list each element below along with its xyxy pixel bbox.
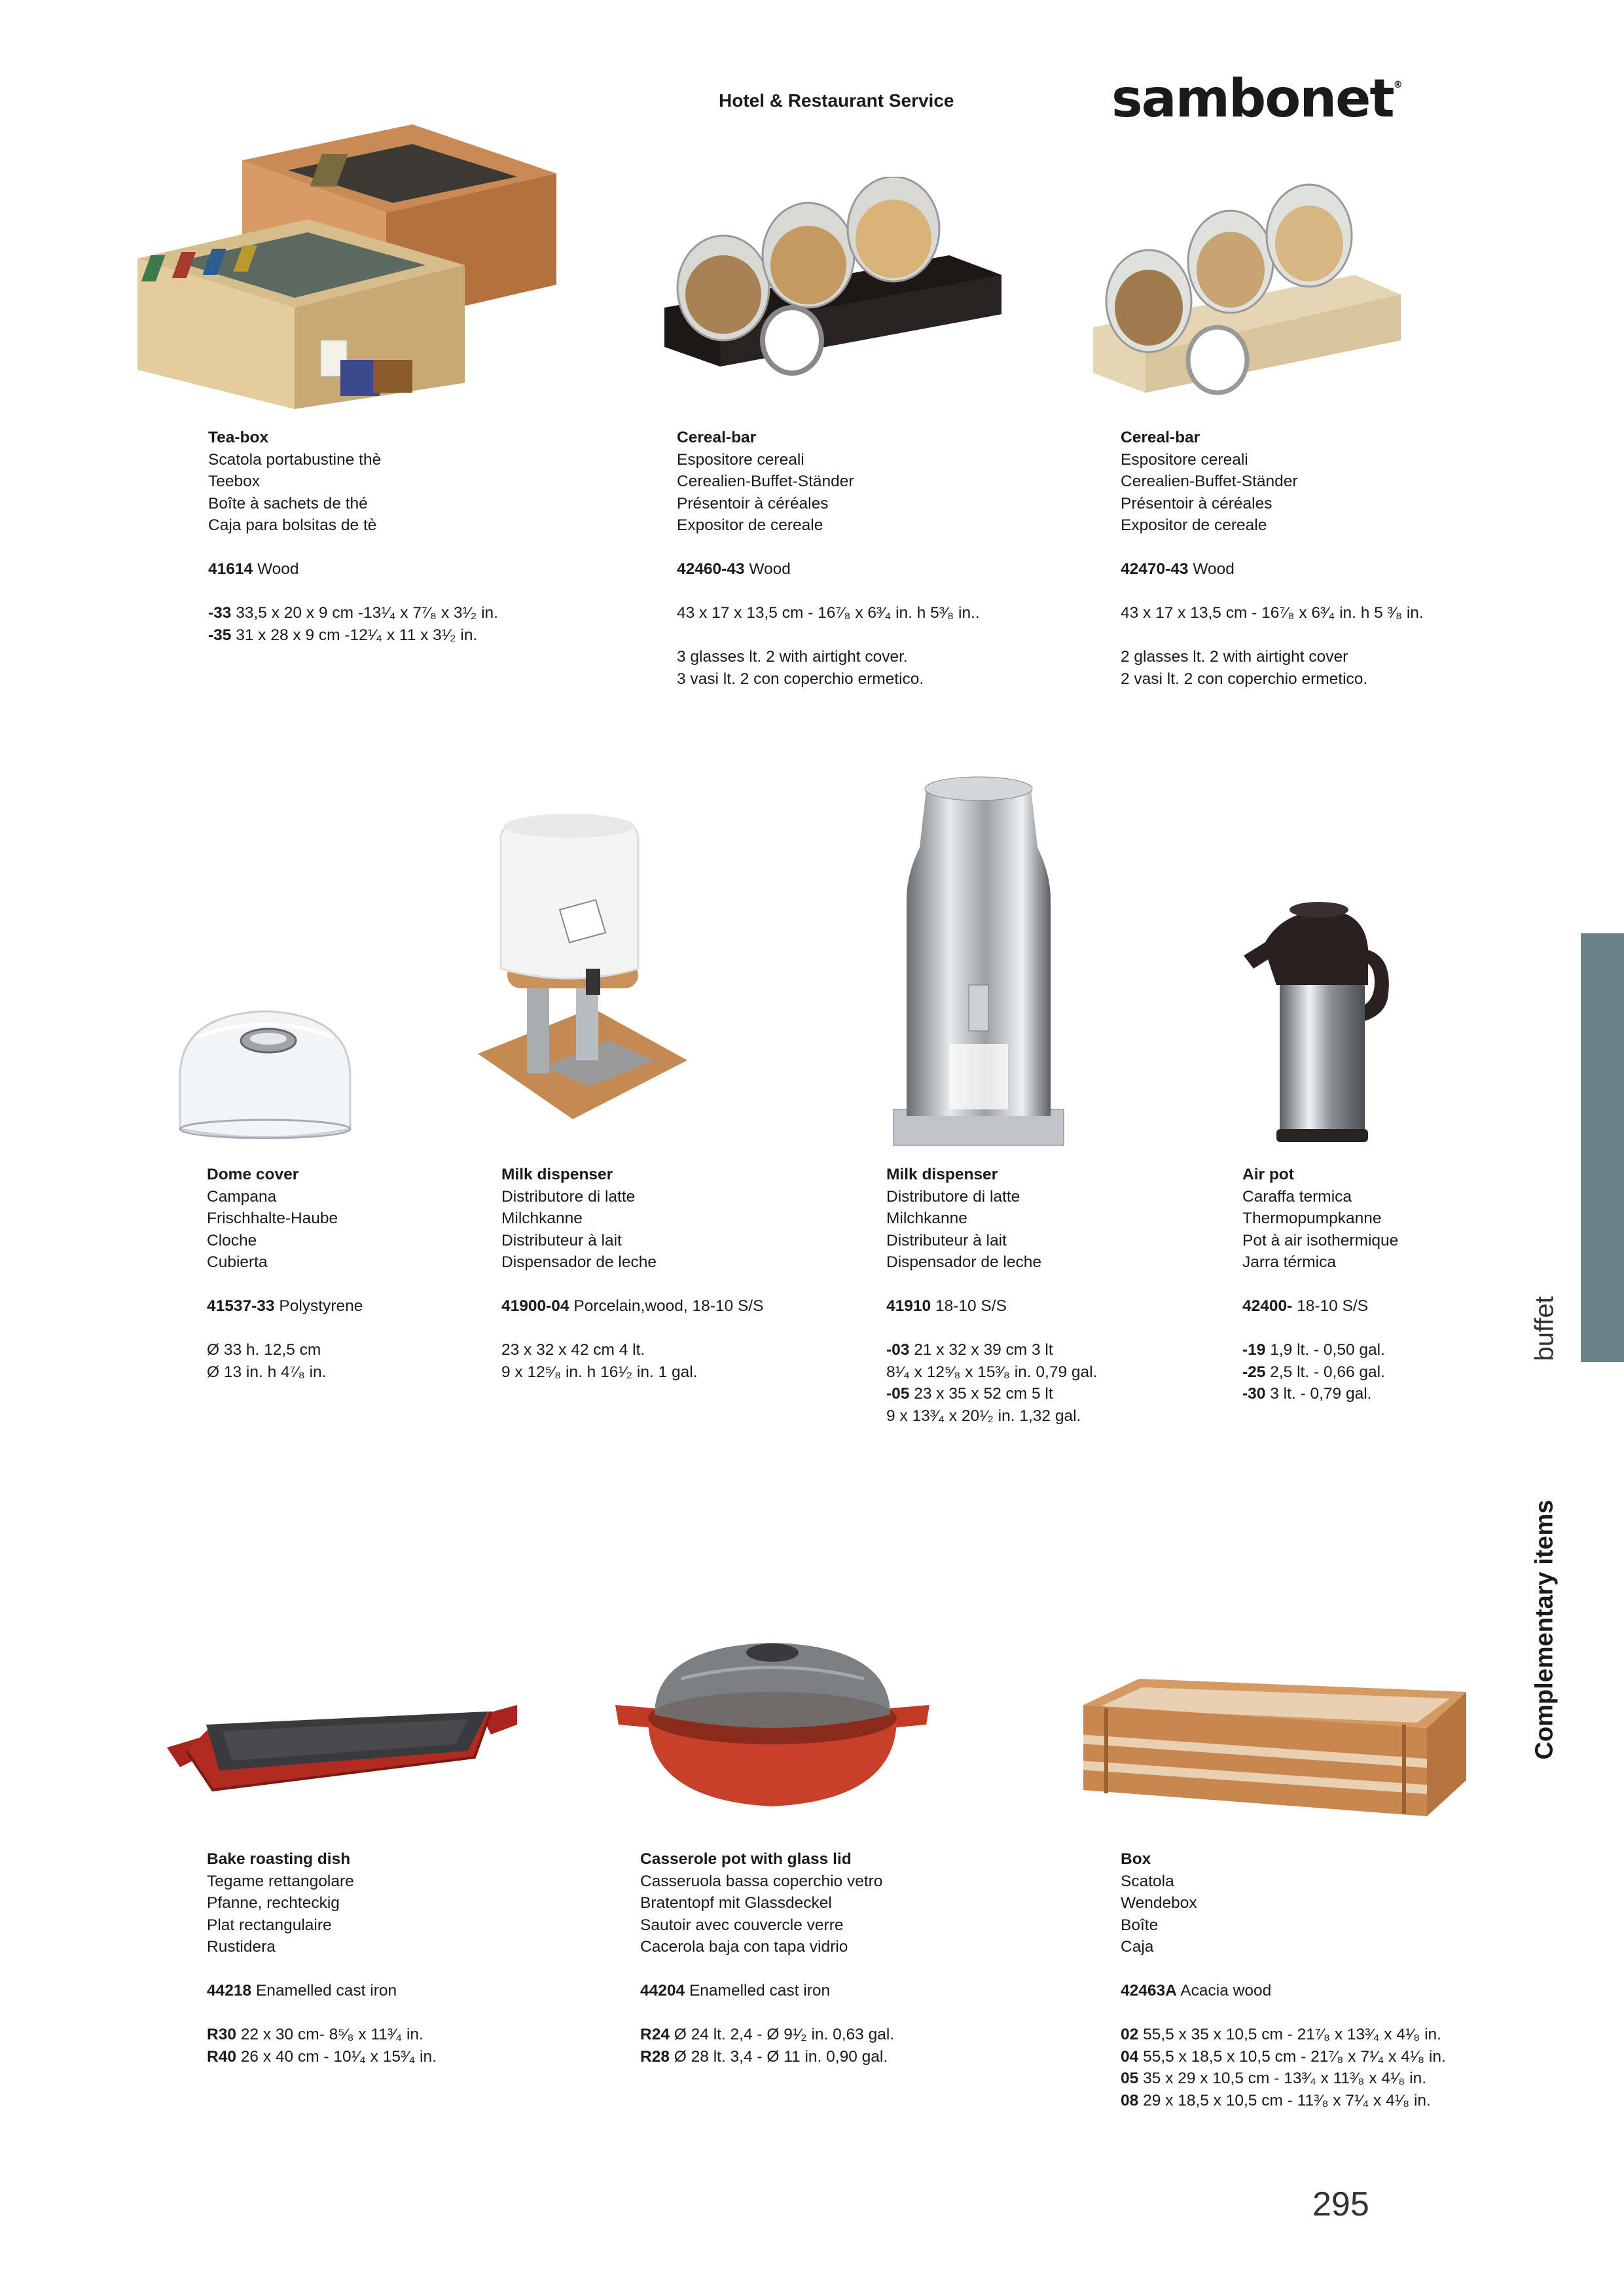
product-dimensions: Ø 33 h. 12,5 cm [207, 1341, 321, 1359]
product-code: 41910 [886, 1297, 931, 1315]
translation-it: Campana [207, 1187, 277, 1206]
product-code: 44204 [640, 1982, 685, 2000]
variant-line: 04 55,5 x 18,5 x 10,5 cm - 21⁷⁄₈ x 7¹⁄₄ x 4¹⁄₈ in. [1121, 2047, 1446, 2066]
product-tea-box [208, 427, 614, 646]
translation-es: Expositor de cereale [677, 516, 823, 534]
product-code-line [640, 1980, 1046, 2002]
product-material: Enamelled cast iron [689, 1982, 831, 2000]
product-name: Casserole pot with glass lid [640, 1850, 852, 1868]
box-image [1080, 1669, 1466, 1820]
product-name: Tea-box [208, 429, 269, 446]
product-dimensions: 43 x 17 x 13,5 cm - 16⁷⁄₈ x 6³⁄₄ in. h 5 ³⁄₈ in. [1121, 604, 1424, 622]
product-name: Cereal-bar [1121, 429, 1200, 446]
translation-de: Bratentopf mit Glassdeckel [640, 1894, 832, 1912]
translation-es: Dispensador de leche [886, 1253, 1041, 1271]
translation-it: Scatola portabustine thè [208, 450, 382, 469]
product-box [1121, 1848, 1526, 2111]
product-code-line [207, 1980, 613, 2002]
variant-line: -35 31 x 28 x 9 cm -12¹⁄₄ x 11 x 3¹⁄₂ in. [208, 626, 478, 644]
product-material: Wood [257, 560, 299, 578]
translation-fr: Distributeur à lait [886, 1231, 1007, 1249]
page-number: 295 [1312, 2185, 1369, 2223]
product-code: 42400- [1242, 1297, 1293, 1315]
translation-fr: Cloche [207, 1231, 257, 1249]
product-air-pot [1242, 1164, 1517, 1405]
translation-it: Tegame rettangolare [207, 1872, 354, 1890]
product-name: Cereal-bar [677, 429, 757, 446]
translation-es: Jarra térmica [1242, 1253, 1336, 1271]
translation-it: Casseruola bassa coperchio vetro [640, 1872, 883, 1890]
translation-fr: Plat rectangulaire [207, 1916, 332, 1934]
product-code-line [208, 558, 614, 581]
product-dome-cover [207, 1164, 482, 1383]
product-cereal-bar-light [1121, 427, 1526, 690]
translation-fr: Pot à air isothermique [1242, 1231, 1399, 1249]
translation-fr: Sautoir avec couvercle verre [640, 1916, 844, 1934]
translation-de: Cerealien-Buffet-Ständer [1121, 473, 1298, 490]
product-material: Acacia wood [1180, 1982, 1272, 2000]
product-code-line [886, 1295, 1227, 1318]
milk-dispenser-porcelain-image [478, 812, 687, 1119]
product-code: 41900-04 [501, 1297, 569, 1315]
product-code: 42463A [1121, 1982, 1177, 2000]
translation-it: Espositore cereali [1121, 450, 1248, 469]
translation-it: Scatola [1121, 1872, 1174, 1890]
translation-fr: Présentoir à céréales [677, 494, 829, 512]
bake-roasting-dish-image [160, 1659, 520, 1813]
product-name: Box [1121, 1850, 1151, 1868]
product-dimensions: 43 x 17 x 13,5 cm - 16⁷⁄₈ x 6³⁄₄ in. h 5³⁄₈ in.. [677, 604, 980, 622]
product-note: 2 vasi lt. 2 con coperchio ermetico. [1121, 670, 1368, 688]
product-code: 44218 [207, 1982, 252, 2000]
variant-line-secondary: 9 x 13³⁄₄ x 20¹⁄₂ in. 1,32 gal. [886, 1407, 1081, 1425]
variant-line: R28 Ø 28 lt. 3,4 - Ø 11 in. 0,90 gal. [640, 2047, 888, 2066]
product-material: Enamelled cast iron [255, 1982, 397, 2000]
translation-de: Thermopumpkanne [1242, 1210, 1382, 1227]
product-milk-dispenser-steel [886, 1164, 1227, 1427]
translation-de: Frischhalte-Haube [207, 1210, 338, 1227]
variant-line: 08 29 x 18,5 x 10,5 cm - 11³⁄₈ x 7¹⁄₄ x 4¹⁄₈ in. [1121, 2091, 1431, 2109]
translation-es: Expositor de cereale [1121, 516, 1267, 534]
product-material: Wood [749, 560, 791, 578]
translation-es: Cubierta [207, 1253, 268, 1271]
translation-it: Caraffa termica [1242, 1187, 1352, 1206]
variant-line: R40 26 x 40 cm - 10¹⁄₄ x 15³⁄₄ in. [207, 2047, 437, 2066]
product-code-line [1242, 1295, 1517, 1318]
product-name: Milk dispenser [501, 1166, 613, 1183]
product-note: 3 vasi lt. 2 con coperchio ermetico. [677, 670, 924, 688]
air-pot-image [1240, 884, 1391, 1145]
product-dimensions: Ø 13 in. h 4⁷⁄₈ in. [207, 1363, 327, 1381]
cereal-bar-light-image [1093, 177, 1407, 412]
product-dimensions: 9 x 12⁵⁄₈ in. h 16¹⁄₂ in. 1 gal. [501, 1363, 698, 1381]
product-code-line [207, 1295, 482, 1318]
cereal-bar-black-image [661, 177, 1015, 399]
product-cereal-bar-black [677, 427, 1083, 690]
translation-es: Dispensador de leche [501, 1253, 657, 1271]
product-milk-dispenser-porcelain [501, 1164, 868, 1383]
product-note: 3 glasses lt. 2 with airtight cover. [677, 648, 908, 666]
translation-de: Milchkanne [501, 1210, 583, 1227]
product-material: 18-10 S/S [1297, 1297, 1369, 1315]
translation-es: Caja para bolsitas de tè [208, 516, 377, 534]
translation-de: Milchkanne [886, 1210, 967, 1227]
translation-fr: Distributeur à lait [501, 1231, 622, 1249]
product-code: 41537-33 [207, 1297, 275, 1315]
translation-es: Cacerola baja con tapa vidrio [640, 1938, 848, 1956]
translation-it: Espositore cereali [677, 450, 804, 469]
variant-line: -30 3 lt. - 0,79 gal. [1242, 1385, 1372, 1403]
product-note: 2 glasses lt. 2 with airtight cover [1121, 648, 1348, 666]
product-code: 42470-43 [1121, 560, 1189, 578]
variant-line: -25 2,5 lt. - 0,66 gal. [1242, 1363, 1385, 1381]
milk-dispenser-steel-image [887, 769, 1070, 1149]
product-name: Milk dispenser [886, 1166, 998, 1183]
translation-fr: Présentoir à céréales [1121, 494, 1272, 512]
product-code: 41614 [208, 560, 253, 578]
subsection-label: Complementary items [1530, 1499, 1559, 1760]
translation-de: Cerealien-Buffet-Ständer [677, 473, 854, 490]
brand-name: sambonet [1111, 68, 1394, 129]
translation-fr: Boîte [1121, 1916, 1159, 1934]
product-bake-roasting-dish [207, 1848, 613, 2068]
variant-line: 02 55,5 x 35 x 10,5 cm - 21⁷⁄₈ x 13³⁄₄ x 4¹⁄₈ in. [1121, 2026, 1441, 2043]
variant-line: -03 21 x 32 x 39 cm 3 lt [886, 1341, 1053, 1359]
product-material: Polystyrene [279, 1297, 363, 1315]
brand-logo: sambonet® [1111, 68, 1401, 129]
header-title: Hotel & Restaurant Service [719, 90, 954, 111]
translation-de: Wendebox [1121, 1894, 1197, 1912]
variant-line: R24 Ø 24 lt. 2,4 - Ø 9¹⁄₂ in. 0,63 gal. [640, 2026, 895, 2043]
product-code-line [501, 1295, 868, 1318]
variant-line-secondary: 8¹⁄₄ x 12⁵⁄₈ x 15³⁄₈ in. 0,79 gal. [886, 1363, 1098, 1381]
product-code: 42460-43 [677, 560, 745, 578]
product-material: Porcelain,wood, 18-10 S/S [573, 1297, 764, 1315]
variant-line: R30 22 x 30 cm- 8⁵⁄₈ x 11³⁄₄ in. [207, 2026, 424, 2043]
translation-es: Caja [1121, 1938, 1154, 1956]
product-code-line [1121, 558, 1526, 581]
dome-cover-image [177, 998, 353, 1139]
translation-de: Teebox [208, 473, 261, 490]
product-name: Bake roasting dish [207, 1850, 351, 1868]
variant-line: 05 35 x 29 x 10,5 cm - 13³⁄₄ x 11³⁄₈ x 4¹⁄₈ in. [1121, 2070, 1427, 2087]
product-material: Wood [1193, 560, 1235, 578]
product-code-line [677, 558, 1083, 581]
variant-line: -19 1,9 lt. - 0,50 gal. [1242, 1341, 1385, 1359]
product-material: 18-10 S/S [935, 1297, 1007, 1315]
section-tab [1581, 933, 1624, 1362]
translation-fr: Boîte à sachets de thé [208, 494, 368, 512]
product-name: Dome cover [207, 1166, 299, 1183]
translation-es: Rustidera [207, 1938, 276, 1956]
translation-it: Distributore di latte [886, 1187, 1020, 1206]
product-name: Air pot [1242, 1166, 1294, 1183]
translation-de: Pfanne, rechteckig [207, 1894, 340, 1912]
variant-line: -05 23 x 35 x 52 cm 5 lt [886, 1385, 1053, 1403]
product-code-line [1121, 1980, 1526, 2002]
product-dimensions: 23 x 32 x 42 cm 4 lt. [501, 1341, 645, 1359]
casserole-pot-image [609, 1620, 936, 1816]
section-label: buffet [1530, 1296, 1559, 1361]
tea-box-image [137, 121, 563, 409]
variant-line: -33 33,5 x 20 x 9 cm -13¹⁄₄ x 7⁷⁄₈ x 3¹⁄₂ in. [208, 604, 498, 622]
translation-it: Distributore di latte [501, 1187, 636, 1206]
product-casserole-pot [640, 1848, 1046, 2068]
